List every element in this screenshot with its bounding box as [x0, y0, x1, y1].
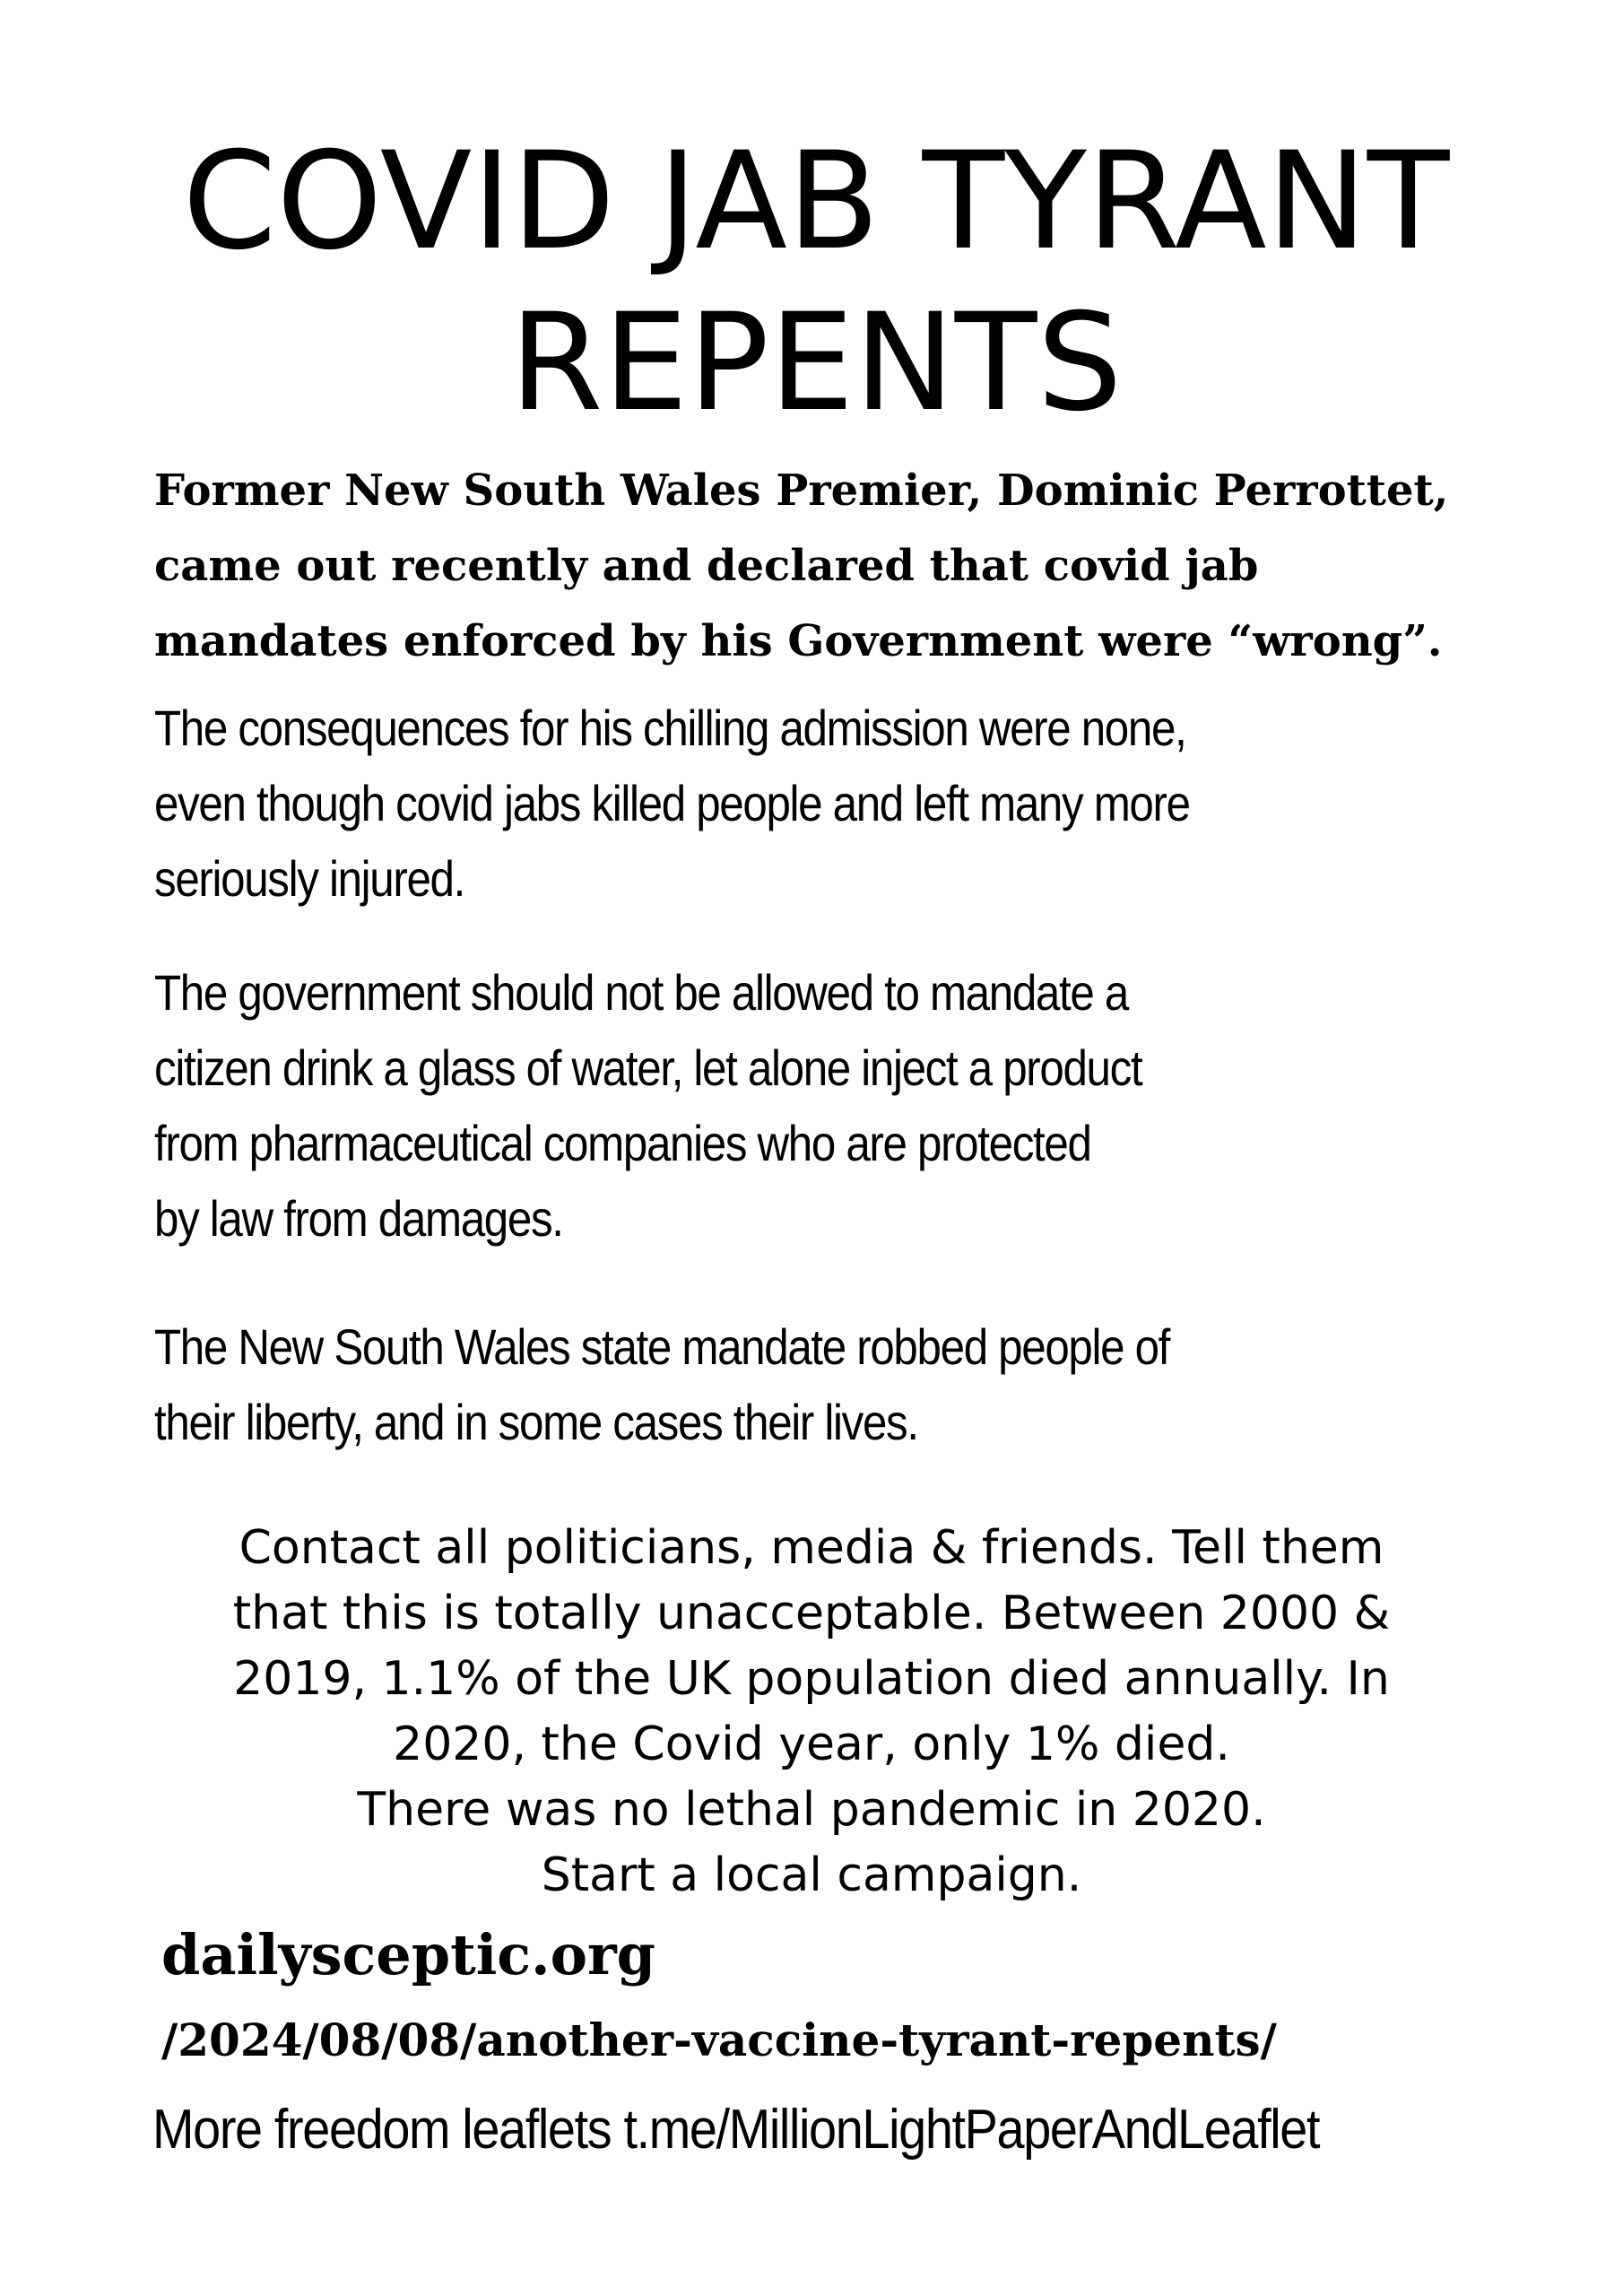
paragraph-line: from pharmaceutical companies who are protected: [154, 1115, 1091, 1171]
paragraph-mandate: [154, 1309, 1385, 1460]
paragraph-line: even though covid jabs killed people and left many more: [154, 775, 1190, 831]
contact-line: Contact all politicians, media & friends. Tell them: [239, 1521, 1384, 1575]
lead-line: came out recently and declared that covid jab: [154, 541, 1259, 591]
lead-line: mandates enforced by his Government were “wrong”.: [154, 616, 1443, 666]
paragraph-line: citizen drink a glass of water, let alone inject a product: [154, 1039, 1142, 1096]
lead-line: Former New South Wales Premier, Dominic Perrottet,: [154, 465, 1449, 516]
source-site: dailysceptic.org: [161, 1922, 656, 1987]
contact-line: 2019, 1.1% of the UK population died annually. In: [233, 1652, 1390, 1706]
paragraph-line: seriously injured.: [154, 850, 465, 907]
contact-line: Start a local campaign.: [541, 1848, 1082, 1902]
paragraph-line: The government should not be allowed to mandate a: [154, 964, 1128, 1021]
paragraph-line: by law from damages.: [154, 1190, 563, 1247]
contact-paragraph: [126, 1516, 1497, 1909]
contact-line: 2020, the Covid year, only 1% died.: [393, 1718, 1230, 1771]
headline-line-2: REPENTS: [509, 285, 1123, 441]
contact-line: that this is totally unacceptable. Between 2000 &: [232, 1587, 1391, 1640]
paragraph-line: their liberty, and in some cases their lives.: [154, 1394, 918, 1450]
contact-line: There was no lethal pandemic in 2020.: [357, 1783, 1266, 1837]
lead-paragraph: [154, 453, 1517, 679]
source-path: /2024/08/08/another-vaccine-tyrant-repents/: [161, 2013, 1277, 2066]
paragraph-government: [154, 955, 1385, 1257]
paragraph-line: The consequences for his chilling admission were none,: [154, 700, 1186, 756]
headline-line-1: COVID JAB TYRANT: [182, 124, 1450, 280]
paragraph-line: The New South Wales state mandate robbed people of: [154, 1318, 1170, 1375]
footer-more-leaflets: More freedom leaflets t.me/MillionLightPaperAndLeaflet: [152, 2099, 1320, 2161]
paragraph-consequences: [154, 691, 1385, 917]
